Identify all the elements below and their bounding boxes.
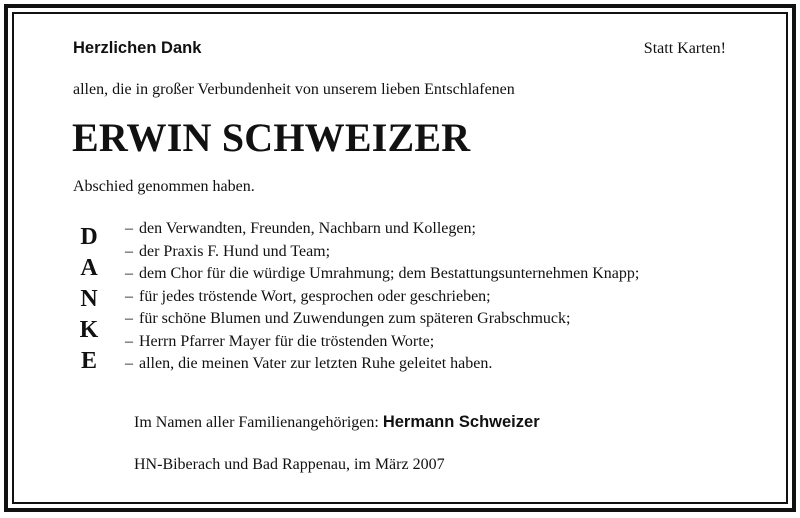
- intro-text: allen, die in großer Verbundenheit von unserem lieben Entschlafenen: [73, 81, 515, 98]
- deceased-name: ERWIN SCHWEIZER: [72, 115, 471, 160]
- statt-karten-note: Statt Karten!: [643, 40, 726, 57]
- place-date: HN-Biberach und Bad Rappenau, im März 2007: [134, 456, 445, 473]
- dash-bullet: –: [125, 332, 133, 350]
- dash-bullet: –: [125, 220, 133, 237]
- thanks-item-text: dem Chor für die würdige Umrahmung; dem Bestattungsunternehmen Knapp;: [139, 265, 640, 282]
- farewell-text: Abschied genommen haben.: [73, 178, 255, 195]
- thanks-item: [125, 353, 639, 376]
- dash-bullet: –: [125, 265, 133, 282]
- signature-line: [134, 413, 540, 432]
- thanks-item-text: der Praxis F. Hund und Team;: [139, 242, 331, 260]
- signature-prefix: Im Namen aller Familienangehörigen:: [134, 414, 379, 431]
- dash-bullet: –: [125, 287, 133, 305]
- thanks-item-text: allen, die meinen Vater zur letzten Ruhe geleitet haben.: [139, 355, 493, 372]
- danke-letter: D: [80, 224, 98, 250]
- thanks-item: [125, 263, 639, 286]
- danke-letter: N: [80, 286, 98, 312]
- heading-thanks: Herzlichen Dank: [73, 39, 202, 57]
- thanks-list: [125, 218, 639, 376]
- dash-bullet: –: [125, 242, 133, 260]
- dash-bullet: –: [125, 355, 133, 372]
- signature-name: Hermann Schweizer: [382, 413, 540, 431]
- thanks-item: [125, 218, 639, 241]
- thanks-item: [125, 308, 639, 331]
- danke-letter: E: [80, 348, 97, 374]
- thanks-item: [125, 331, 639, 354]
- thanks-item-text: den Verwandten, Freunden, Nachbarn und Kollegen;: [139, 220, 476, 237]
- dash-bullet: –: [125, 310, 133, 327]
- thanks-item: [125, 286, 639, 309]
- danke-vertical: [78, 222, 100, 377]
- thanks-item-text: Herrn Pfarrer Mayer für die tröstenden Worte;: [139, 332, 435, 350]
- thanks-item: [125, 241, 639, 264]
- danke-letter: K: [79, 317, 99, 343]
- thanks-item-text: für schöne Blumen und Zuwendungen zum späteren Grabschmuck;: [139, 310, 571, 327]
- danke-letter: A: [80, 255, 98, 281]
- thanks-item-text: für jedes tröstende Wort, gesprochen oder geschrieben;: [139, 287, 491, 305]
